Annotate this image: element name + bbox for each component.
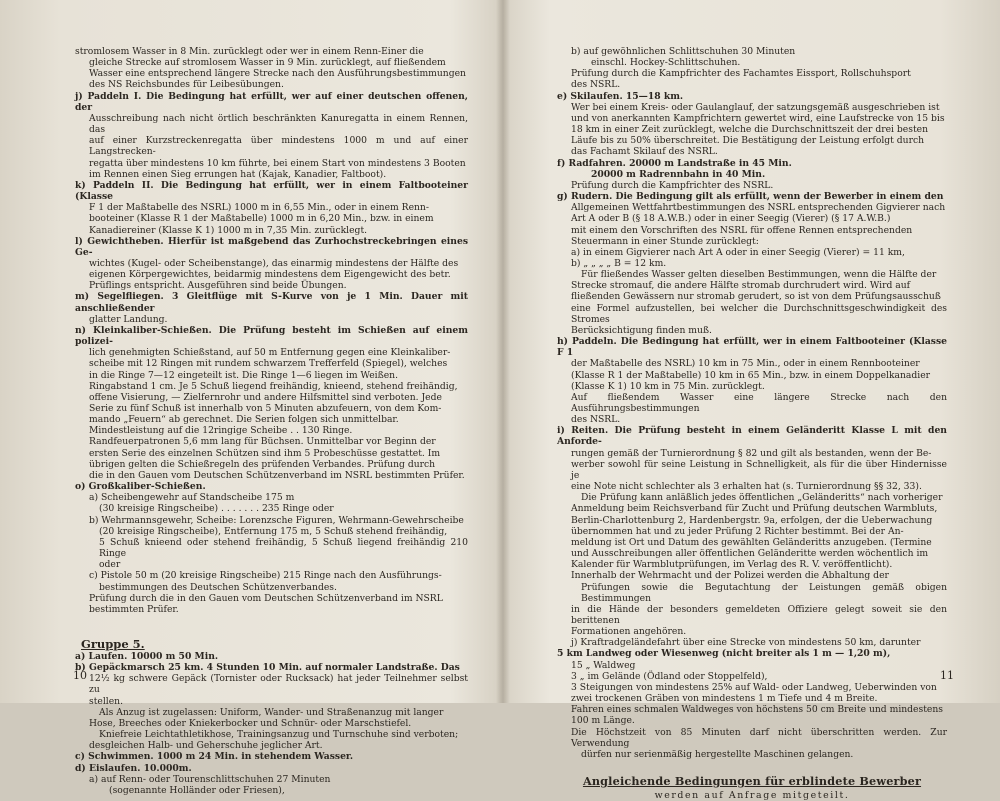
right-page	[557, 46, 947, 801]
body-line: oder	[99, 559, 121, 571]
body-line: ersten Serie des einzelnen Schützen sind ihm 5 Probeschüsse gestattet. Im	[89, 447, 441, 459]
body-line: Randfeuerpatronen 5,6 mm lang für Büchsen. Unmittelbar vor Beginn der	[89, 436, 436, 448]
body-line: Formationen angehören.	[571, 626, 687, 638]
rule-segelfliegen: m) Segelfliegen. 3 Gleitflüge mit S-Kurve von je 1 Min. Dauer mit anschließender	[75, 291, 468, 314]
body-line: Wer bei einem Kreis- oder Gaulanglauf, der satzungsgemäß ausgeschrieben ist	[571, 101, 940, 113]
body-line: auf einer Kurzstreckenregatta über mindestens 1000 m und auf einer Langstrecken-	[89, 135, 468, 158]
body-line: 12½ kg schwere Gepäck (Tornister oder Rucksack) hat jeder Teilnehmer selbst zu	[89, 673, 468, 696]
body-line: Prüfungen sowie die Begutachtung der Leistungen gemäß obigen Bestimmungen	[581, 581, 947, 604]
body-line: F 1 der Maßtabelle des NSRL) 1000 m in 6,55 Min., oder in einem Renn-	[89, 202, 429, 214]
body-line: (sogenannte Holländer oder Friesen),	[109, 784, 285, 796]
body-line: übernommen hat und zu jeder Prüfung 2 Richter bestimmt. Bei der An-	[571, 525, 904, 537]
body-line: a) auf Renn- oder Tourenschlittschuhen 27 Minuten	[89, 773, 331, 785]
body-line: Art A oder B (§ 18 A.W.B.) oder in einer Seegig (Vierer) (§ 17 A.W.B.)	[571, 213, 891, 225]
body-line: 3 Steigungen von mindestens 25% auf Wald- oder Landweg, Ueberwinden von	[571, 681, 937, 693]
body-line: 20000 m Radrennbahn in 40 Min.	[591, 168, 766, 180]
body-line: c) Pistole 50 m (20 kreisige Ringscheibe) 215 Ringe nach den Ausführungs-	[89, 570, 442, 582]
body-line: in die Hände der besonders gemeldeten Offiziere gelegt soweit sie den berittenen	[571, 603, 947, 626]
body-line: (30 kreisige Ringscheibe) . . . . . . . 235 Ringe oder	[99, 503, 334, 515]
body-line: Kanadiereiner (Klasse K 1) 1000 m in 7,35 Min. zurücklegt.	[89, 224, 368, 236]
page-number-left: 10	[73, 669, 87, 682]
body-line: Allgemeinen Wettfahrtbestimmungen des NSRL entsprechenden Gigvierer nach	[571, 202, 946, 214]
body-line: Berlin-Charlottenburg 2, Hardenbergstr. 9a, erfolgen, der die Ueberwachung	[571, 514, 933, 526]
page-number-right: 11	[940, 669, 954, 682]
body-line: (Klasse K 1) 10 km in 75 Min. zurücklegt.	[571, 380, 765, 392]
body-line: in die Ringe 7—12 eingeteilt ist. Die Ringe 1—6 liegen im Weißen.	[89, 369, 399, 381]
body-line: a) Scheibengewehr auf Standscheibe 175 m	[89, 492, 295, 504]
rule-paddeln-1: j) Paddeln I. Die Bedingung hat erfüllt, wer auf einer deutschen offenen, der	[75, 90, 468, 113]
body-line: rungen gemäß der Turnierordnung § 82 und gilt als bestanden, wenn der Be-	[571, 447, 932, 459]
body-line: lich genehmigten Schießstand, auf 50 m Entfernung gegen eine Kleinkaliber-	[89, 347, 451, 359]
body-line: die in den Gauen vom Deutschen Schützenverband im NSRL bestimmten Prüfer.	[89, 469, 465, 481]
body-line: meldung ist Ort und Datum des gewählten Geländeritts anzugeben. (Termine	[571, 536, 932, 548]
body-line: das Fachamt Skilauf des NSRL.	[571, 146, 718, 158]
rule-skilaufen: e) Skilaufen. 15—18 km.	[557, 90, 684, 102]
body-line: Fahren eines schmalen Waldweges von höchstens 50 cm Breite und mindestens	[571, 704, 943, 716]
rule-rudern: g) Rudern. Die Bedingung gilt als erfüllt, wenn der Bewerber in einem den	[557, 191, 944, 203]
rule-gepaeckmarsch: b) Gepäckmarsch 25 km. 4 Stunden 10 Min. auf normaler Landstraße. Das	[75, 662, 460, 674]
body-line: Berücksichtigung finden muß.	[571, 324, 712, 336]
body-line: und von anerkannten Kampfrichtern gewertet wird, eine Laufstrecke von 15 bis	[571, 112, 945, 124]
closing-subline: werden auf Anfrage mitgeteilt.	[654, 790, 850, 801]
body-line: 3 „ im Gelände (Ödland oder Stoppelfeld),	[571, 670, 768, 682]
body-line: (20 kreisige Ringscheibe), Entfernung 175 m, 5 Schuß stehend freihändig,	[99, 525, 448, 537]
body-line: Für fließendes Wasser gelten dieselben Bestimmungen, wenn die Hälfte der	[581, 269, 937, 281]
body-line: Wasser eine entsprechend längere Strecke nach den Ausführungsbestimmungen	[89, 68, 466, 80]
body-line: Prüfung durch die Kampfrichter des Fachamtes Eissport, Rollschuhsport	[571, 68, 911, 80]
body-line: einschl. Hockey-Schlittschuhen.	[591, 57, 741, 69]
body-line: des NS Reichsbundes für Leibesübungen.	[89, 79, 284, 91]
body-line: dürfen nur serienmäßig hergestellte Maschinen gelangen.	[581, 748, 854, 760]
body-line: scheibe mit 12 Ringen mit rundem schwarzem Trefferfeld (Spiegel), welches	[89, 358, 448, 370]
body-line: Strecke stromauf, die andere Hälfte stromab durchrudert wird. Wird auf	[571, 280, 911, 292]
closing-heading: Angleichende Bedingungen für erblindete Bewerber	[582, 774, 922, 788]
rule-radfahren: f) Radfahren. 20000 m Landstraße in 45 Min.	[557, 157, 792, 169]
body-line: 5 Schuß knieend oder stehend freihändig, 5 Schuß liegend freihändig 210 Ringe	[99, 536, 468, 560]
rule-schwimmen: c) Schwimmen. 1000 m 24 Min. in stehendem Wasser.	[75, 751, 354, 763]
body-line: Serie zu fünf Schuß ist innerhalb von 5 Minuten abzufeuern, von dem Kom-	[89, 403, 442, 414]
body-line: b) auf gewöhnlichen Schlittschuhen 30 Minuten	[571, 46, 796, 57]
rule-gewichtheben: l) Gewichtheben. Hierfür ist maßgebend das Zurhochstreckebringen eines Ge-	[75, 235, 468, 258]
body-line: Steuermann in einer Stunde zurücklegt:	[571, 235, 759, 247]
body-line: Mindestleistung auf die 12ringige Scheibe . . 130 Ringe.	[89, 425, 353, 437]
body-line: 18 km in einer Zeit zurücklegt, welche die Durchschnittszeit der drei besten	[571, 124, 928, 136]
body-line: Die Prüfung kann anläßlich jedes öffentlichen „Geländeritts“ nach vorheriger	[581, 492, 943, 504]
body-line: im Rennen einen Sieg errungen hat (Kajak, Kanadier, Faltboot).	[89, 168, 387, 180]
body-line: Hose, Breeches oder Kniekerbocker und Schnür- oder Marschstiefel.	[89, 717, 412, 729]
body-line: offene Visierung, — Zielfernrohr und andere Hilfsmittel sind verboten. Jede	[89, 391, 442, 403]
rule-eislaufen: d) Eislaufen. 10.000m.	[75, 762, 192, 774]
body-line: Prüflings entspricht. Ausgeführen sind beide Übungen.	[89, 280, 347, 292]
body-line: regatta über mindestens 10 km führte, bei einem Start von mindestens 3 Booten	[89, 157, 466, 169]
body-line: Die Höchstzeit von 85 Minuten darf nicht überschritten werden. Zur Verwendung	[571, 726, 947, 749]
body-line: Läufe bis zu 50% überschreitet. Die Bestätigung der Leistung erfolgt durch	[571, 135, 925, 147]
body-line: stromlosem Wasser in 8 Min. zurücklegt oder wer in einem Renn-Einer die	[75, 46, 424, 57]
body-line: (Klasse R 1 der Maßtabelle) 10 km in 65 Min., bzw. in einem Doppelkanadier	[571, 369, 931, 381]
body-line: zwei trockenen Gräben von mindestens 1 m Tiefe und 4 m Breite.	[571, 693, 878, 705]
body-line: stellen.	[89, 695, 123, 707]
page-gutter	[496, 0, 510, 703]
body-line: gleiche Strecke auf stromlosem Wasser in 9 Min. zurücklegt, auf fließendem	[89, 57, 446, 69]
body-line: Anmeldung beim Reichsverband für Zucht und Prüfung deutschen Warmbluts,	[571, 503, 938, 515]
body-line: Kalender für Warmblutprüfungen, im Verlag des R. V. veröffentlicht).	[571, 559, 893, 571]
body-line: j) Kraftradgeländefahrt über eine Strecke von mindestens 50 km, darunter	[571, 637, 921, 649]
body-line: und Ausschreibungen aller öffentlichen Geländeritte werden wöchentlich im	[571, 548, 929, 560]
body-line: eigenen Körpergewichtes, beidarmig mindestens dem Eigengewicht des betr.	[89, 269, 451, 281]
rule-kraftrad: 5 km Landweg oder Wiesenweg (nicht breiter als 1 m — 1,20 m),	[557, 648, 891, 660]
body-line: Prüfung durch die in den Gauen vom Deutschen Schützenverband im NSRL	[89, 592, 443, 604]
rule-paddeln-2: k) Paddeln II. Die Bedingung hat erfüllt, wer in einem Faltbooteiner (Klasse	[75, 179, 468, 203]
body-line: Prüfung durch die Kampfrichter des NSRL.	[571, 179, 774, 191]
body-line: Als Anzug ist zugelassen: Uniform, Wander- und Straßenanzug mit langer	[99, 706, 444, 718]
body-line: eine Formel aufzustellen, bei welcher die Durchschnittsgeschwindigkeit des Stromes	[571, 302, 947, 325]
body-line: mit einem den Vorschriften des NSRL für offene Rennen entsprechenden	[571, 224, 913, 236]
rule-laufen: a) Laufen. 10000 m 50 Min.	[75, 650, 219, 662]
body-line: a) in einem Gigvierer nach Art A oder in einer Seegig (Vierer) = 11 km,	[571, 246, 905, 258]
body-line: Auf fließendem Wasser eine längere Strecke nach den Ausführungsbestimmungen	[571, 391, 947, 414]
body-line: fließenden Gewässern nur stromab gerudert, so ist von dem Prüfungsausschuß	[571, 291, 941, 303]
body-line: der Maßtabelle des NSRL) 10 km in 75 Min., oder in einem Rennbooteiner	[571, 358, 920, 370]
body-line: Ringabstand 1 cm. Je 5 Schuß liegend freihändig, knieend, stehend freihändig,	[89, 380, 458, 392]
body-line: b) Wehrmannsgewehr, Scheibe: Lorenzsche Figuren, Wehrmann-Gewehrscheibe	[89, 514, 464, 526]
body-line: glatter Landung.	[89, 313, 168, 325]
body-line: bestimmungen des Deutschen Schützenverbandes.	[99, 581, 337, 593]
rule-paddeln: h) Paddeln. Die Bedingung hat erfüllt, wer in einem Faltbooteiner (Klasse F 1	[557, 336, 947, 359]
body-line: desgleichen Halb- und Geherschuhe jeglicher Art.	[89, 740, 323, 752]
body-line: mando „Feuern“ ab gerechnet. Die Serien folgen sich unmittelbar.	[89, 414, 399, 426]
rule-grosskaliber: o) Großkaliber-Schießen.	[75, 481, 206, 493]
body-line: übrigen gelten die Schießregeln des prüfenden Verbandes. Prüfung durch	[89, 458, 436, 470]
rule-reiten: i) Reiten. Die Prüfung besteht in einem Geländeritt Klasse L mit den Anforde-	[557, 425, 947, 448]
left-page	[75, 46, 468, 796]
body-line: bestimmten Prüfer.	[89, 603, 179, 615]
body-line: 15 „ Waldweg	[571, 659, 636, 671]
body-line: wichtes (Kugel- oder Scheibenstange), das einarmig mindestens der Hälfte des	[89, 257, 459, 269]
body-line: Kniefreie Leichtathletikhose, Trainingsanzug und Turnschuhe sind verboten;	[99, 729, 459, 741]
body-line: booteiner (Klasse R 1 der Maßtabelle) 1000 m in 6,20 Min., bzw. in einem	[89, 213, 434, 225]
body-line: des NSRL.	[571, 79, 621, 91]
body-line: Innerhalb der Wehrmacht und der Polizei werden die Abhaltung der	[571, 570, 889, 582]
body-line: eine Note nicht schlechter als 3 erhalten hat (s. Turnierordnung §§ 32, 33).	[571, 481, 922, 493]
rule-kleinkaliber: n) Kleinkaliber-Schießen. Die Prüfung besteht im Schießen auf einem polizei-	[75, 324, 468, 348]
body-line: des NSRL.	[571, 414, 621, 426]
body-line: Ausschreibung nach nicht örtlich beschränkten Kanuregatta in einem Rennen, das	[89, 112, 468, 136]
body-line: werber sowohl für seine Leistung in Schnelligkeit, als für die über Hindernisse je	[571, 458, 947, 481]
body-line: 100 m Länge.	[571, 715, 635, 727]
body-line: b) „ „ „ „ B = 12 km.	[571, 257, 667, 269]
group-title: Gruppe 5.	[81, 636, 145, 651]
